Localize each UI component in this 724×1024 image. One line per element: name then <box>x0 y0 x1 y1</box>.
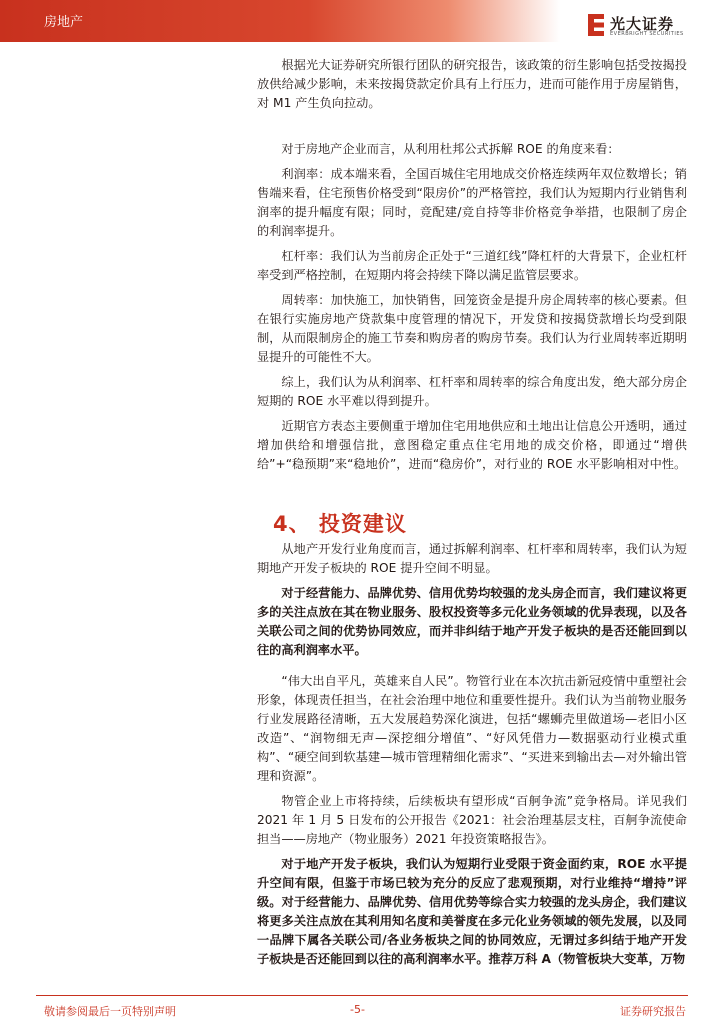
paragraph: 利润率：成本端来看，全国百城住宅用地成交价格连续两年双位数增长；销售端来看，住宅预售价格受到“限房价”的严格管控，我们认为短期内行业销售利润率的提升幅度有限；同时，竞配建/竞自持等非价格竞争举措，也限制了房企的利润率提升。 <box>257 167 687 238</box>
footer-disclaimer: 敬请参阅最后一页特别声明 <box>44 1005 176 1018</box>
sector-label: 房地产 <box>44 15 84 30</box>
paragraph: 杠杆率：我们认为当前房企正处于“三道红线”降杠杆的大背景下，企业杠杆率受到严格控制，在短期内将会持续下降以满足监管层要求。 <box>257 249 687 282</box>
footer-report-type: 证券研究报告 <box>620 1005 686 1018</box>
brand-logo <box>586 12 696 38</box>
footer-divider <box>36 995 688 996</box>
paragraph: 综上，我们认为从利润率、杠杆率和周转率的综合角度出发，绝大部分房企短期的 ROE 水平难以得到提升。 <box>257 375 687 408</box>
paragraph: 周转率：加快施工，加快销售，回笼资金是提升房企周转率的核心要素。但在银行实施房地产贷款集中度管理的情况下，开发贷和按揭贷款增长均受到限制，从而限制房企的施工节奏和购房者的购房节奏。我们认为行业周转率近期明显提升的可能性不大。 <box>257 293 687 364</box>
paragraph: 对于房地产企业而言，从利用杜邦公式拆解 ROE 的角度来看： <box>281 142 620 156</box>
body-bottom <box>257 540 687 969</box>
paragraph: “伟大出自平凡，英雄来自人民”。物管行业在本次抗击新冠疫情中重塑社会形象，体现责任担当，在社会治理中地位和重要性提升。我们认为当前物业服务行业发展路径清晰，五大发展趋势深化演进，包括“螺蛳壳里做道场—老旧小区改造”、“润物细无声—深挖细分增值”、“好风凭借力—数据驱动行业模式重构”、“硬空间到软基建—城市管理精细化需求”、“买进来到输出去—对外输出管理和资源”。 <box>257 674 687 783</box>
header-bar <box>0 0 560 42</box>
paragraph: 物管企业上市将持续，后续板块有望形成“百舸争流”竞争格局。详见我们 2021 年 1 月 5 日发布的公开报告《2021：社会治理基层支柱，百舸争流使命担当——房地产（物业服务）2021 年投资策略报告》。 <box>257 794 687 846</box>
brand-subtitle: EVERBRIGHT SECURITIES <box>610 31 684 37</box>
brand-logo-icon <box>586 12 606 38</box>
brand-name: 光大证券 <box>610 15 675 33</box>
body-top <box>257 56 687 474</box>
section-heading: 4、 投资建议 <box>273 512 407 536</box>
paragraph: 近期官方表态主要侧重于增加住宅用地供应和土地出让信息公开透明，通过增加供给和增强信批，意图稳定重点住宅用地的成交价格，即通过“增供给”+“稳预期”来“稳地价”，进而“稳房价”，对行业的 ROE 水平影响相对中性。 <box>257 419 687 471</box>
paragraph: 从地产开发行业角度而言，通过拆解利润率、杠杆率和周转率，我们认为短期地产开发子板块的 ROE 提升空间不明显。 <box>257 542 687 575</box>
paragraph: 根据光大证券研究所银行团队的研究报告，该政策的衍生影响包括受按揭投放供给减少影响，未来按揭贷款定价具有上行压力，进而可能作用于房屋销售，对 M1 产生负向拉动。 <box>257 58 687 110</box>
paragraph: 对于地产开发子板块，我们认为短期行业受限于资金面约束，ROE 水平提升空间有限，但鉴于市场已较为充分的反应了悲观预期，对行业维持“增持”评级。对于经营能力、品牌优势、信用优势等综合实力较强的龙头房企，我们建议将更多关注点放在其利用知名度和美誉度在多元化业务领域的领先发展，以及同一品牌下属各关联公司/各业务板块之间的协同效应，无谓过多纠结于地产开发子板块是否还能回到以往的高利润率水平。推荐万科 A（物管板块大变革，万物 <box>257 857 687 966</box>
paragraph: 对于经营能力、品牌优势、信用优势均较强的龙头房企而言，我们建议将更多的关注点放在其在物业服务、股权投资等多元化业务领域的优异表现，以及各关联公司之间的优势协同效应，而并非纠结于地产开发子板块的是否还能回到以往的高利润率水平。 <box>257 586 687 657</box>
page-number: -5- <box>350 1003 365 1016</box>
